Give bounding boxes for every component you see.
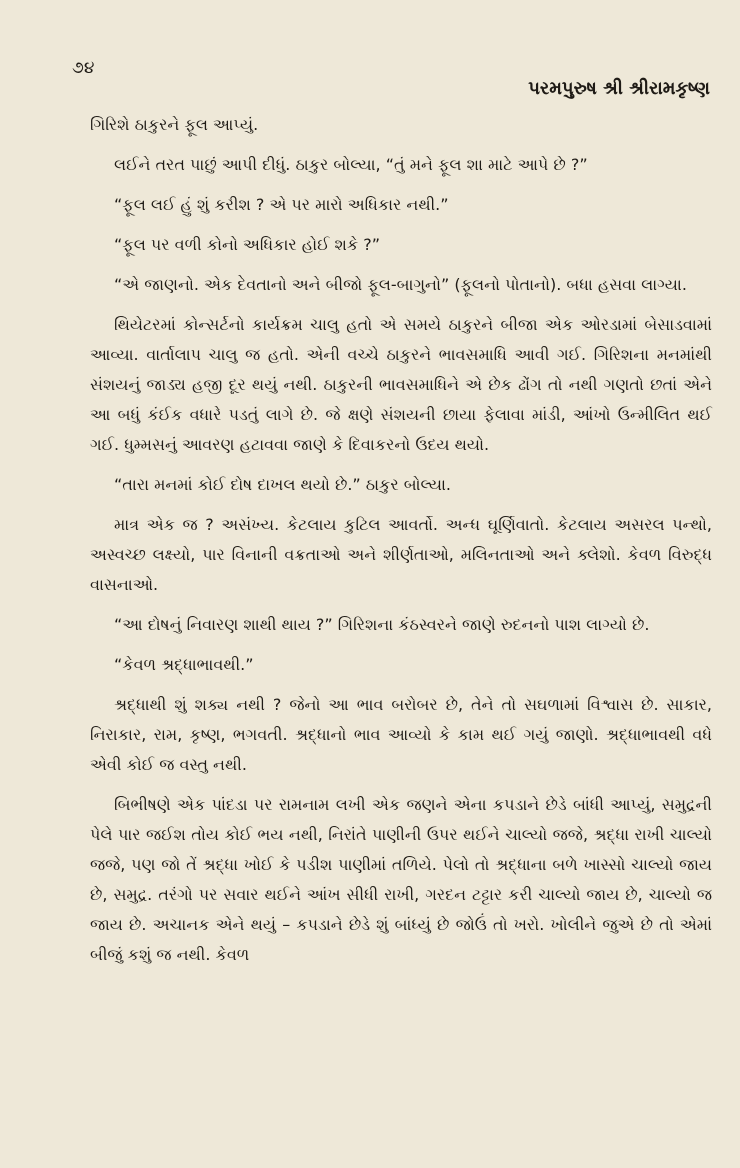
- paragraph-8: માત્ર એક જ ? અસંખ્ય. કેટલાય કુટિલ આવર્તો. અન્ધ ઘૂર્ણિવાતો. કેટલાય અસરલ પન્થો, અસ્વચ્છ લક્ષ્યો, પાર વિનાની વક્રતાઓ અને શીર્ણતાઓ, મલિનતાઓ અને ક્લેશો. કેવળ વિરુદ્ધ વાસનાઓ.: [90, 515, 712, 594]
- paragraph-11: શ્રદ્ધાથી શું શક્ય નથી ? જેનો આ ભાવ બરોબર છે, તેને તો સઘળામાં વિશ્વાસ છે. સાકાર, નિરાકાર, રામ, કૃષ્ણ, ભગવતી. શ્રદ્ધાનો ભાવ આવ્યો કે કામ થઈ ગયું જાણો. શ્રદ્ધાભાવથી વધે એવી કોઈ જ વસ્તુ નથી.: [90, 695, 712, 774]
- paragraph-9: “આ દોષનું નિવારણ શાથી થાય ?” ગિરિશના કંઠસ્વરને જાણે રુદનનો પાશ લાગ્યો છે.: [114, 615, 650, 634]
- paragraph-1: ગિરિશે ઠાકુરને ફૂલ આપ્યું.: [90, 115, 259, 134]
- paragraph-7: “તારા મનમાં કોઈ દોષ દાખલ થયો છે.” ઠાકુર બોલ્યા.: [114, 475, 451, 494]
- paragraph-2: લઈને તરત પાછું આપી દીધું. ઠાકુર બોલ્યા, “તું મને ફૂલ શા માટે આપે છે ?”: [114, 155, 588, 174]
- paragraph-3: “ફૂલ લઈ હું શું કરીશ ? એ પર મારો અધિકાર નથી.”: [114, 195, 449, 214]
- paragraph-6: થિયેટરમાં કોન્સર્ટનો કાર્યક્રમ ચાલુ હતો એ સમયે ઠાકુરને બીજા એક ઓરડામાં બેસાડવામાં આવ્યા. વાર્તાલાપ ચાલુ જ હતો. એની વચ્ચે ઠાકુરને ભાવસમાધિ આવી ગઈ. ગિરિશના મનમાંથી સંશયનું જાડ્ય હજી દૂર થયું નથી. ઠાકુરની ભાવસમાધિને એ છેક ઢોંગ તો નથી ગણતો છતાં એને આ બધું કંઈક વધારે પડતું લાગે છે. જે ક્ષણે સંશયની છાયા ફેલાવા માંડી, આંખો ઉન્મીલિત થઈ ગઈ. ધુમ્મસનું આવરણ હટાવવા જાણે કે દિવાકરનો ઉદય થયો.: [90, 315, 712, 454]
- paragraph-10: “કેવળ શ્રદ્ધાભાવથી.”: [114, 655, 254, 674]
- paragraph-5: “એ જાણનો. એક દેવતાનો અને બીજો ફૂલ-બાગુનો” (ફૂલનો પોતાનો). બધા હસવા લાગ્યા.: [114, 275, 687, 294]
- paragraph-4: “ફૂલ પર વળી કોનો અધિકાર હોઈ શકે ?”: [114, 235, 381, 254]
- page-number: ૭૪: [72, 58, 95, 78]
- body-text: [90, 110, 712, 980]
- paragraph-12: બિભીષણે એક પાંદડા પર રામનામ લખી એક જણને એના કપડાને છેડે બાંધી આપ્યું, સમુદ્રની પેલે પાર જઈશ તોય કોઈ ભય નથી, નિરાંતે પાણીની ઉપર થઈને ચાલ્યો જજે, શ્રદ્ધા રાખી ચાલ્યો જજે, પણ જો તેં શ્રદ્ધા ખોઈ કે પડીશ પાણીમાં તળિયે. પેલો તો શ્રદ્ધાના બળે ખાસ્સો ચાલ્યો જાય છે, સમુદ્ર. તરંગો પર સવાર થઈને આંખ સીધી રાખી, ગરદન ટટ્ટાર કરી ચાલ્યો જાય છે, ચાલ્યો જ જાય છે. અચાનક એને થયું – કપડાને છેડે શું બાંધ્યું છે જોઉં તો ખરો. ખોલીને જુએ છે તો એમાં બીજું કશું જ નથી. કેવળ: [90, 795, 712, 964]
- running-head: પરમપુરુષ શ્રી શ્રીરામકૃષ્ણ: [528, 78, 710, 99]
